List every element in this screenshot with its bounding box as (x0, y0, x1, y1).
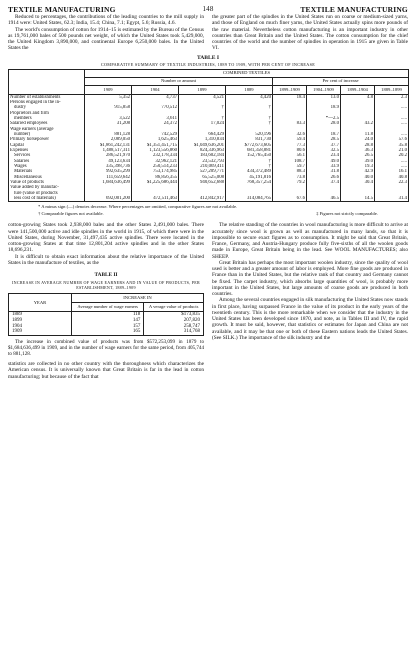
table-2-col-b: A verage value of products (144, 303, 204, 312)
value-cell: $1,861,242,131 (85, 143, 132, 148)
percent-cell: 39.0 (341, 159, 375, 164)
top-columns (8, 14, 408, 52)
percent-cell: 36.3 (341, 148, 375, 153)
percent-cell: 16.1 (375, 169, 409, 174)
paragraph: Among the several countries engaged in silk manufacturing the United States now stands in first place, having surpassed France in the value of its product in the early years of the twentieth century. This is the more remarkable when we consider that the industry in the United States has been developed since 1870, and note, as in Tables III and IV, the rapid growth. It must be said, however, that statistics or estimates for Japan and China are not available, and it may be that one or both of these Eastern nations leads the United States. (See SILK.) The importance of the silk industry and the (212, 297, 408, 341)
percent-cell: ..... (375, 132, 409, 137)
value-cell: 527,209,771 (179, 169, 226, 174)
value-cell: 111,659,642 (85, 175, 132, 180)
value-cell: † (226, 121, 273, 126)
table-1-corner (9, 69, 85, 94)
value-cell: 31,208 (85, 121, 132, 126)
value-cell: 286,521,970 (85, 153, 132, 158)
footnote: ‡ Figures not strictly comparable. (316, 211, 378, 217)
percent-cell: 26.6 (307, 175, 341, 180)
value-cell: 147 (72, 318, 144, 324)
table-1-sub-left: Number or amount (85, 77, 273, 85)
value-cell: 770,512 (132, 105, 179, 110)
value-cell: 681,358,881 (226, 148, 273, 153)
table-1-year-header: 1904 (132, 85, 179, 94)
row-label: number) (9, 132, 85, 137)
value-cell: 824,336,963 (179, 148, 226, 153)
value-cell: 940,652,688 (179, 180, 226, 185)
table-1-footnotes (8, 204, 408, 209)
percent-cell: 73.8 (273, 175, 307, 180)
table-1-period-header: 1889–1899 (375, 85, 409, 94)
paragraph: the greater part of the spindles in the United States run on coarse or medium-sized yarns, and those of England on much finer yarns, the United States actually spins more pounds of the raw material. Nevertheless cotton manufacturing is an important industry in other countries than Great Britain and the United States. The cotton consumption for the chief countries of the world and the number of spindles in operation in 1915 are given in Table VI. (212, 14, 408, 52)
percent-cell: 24.0 (341, 137, 375, 142)
value-cell: 232,178,334 (132, 153, 179, 158)
paragraph: The relative standing of the countries in wool manufacturing is more difficult to arrive at accurately since wool is grown as well as manufactured in many lands, so that it is impossible to secure exact figures as to consumption. It might be said that Great Britain, France, Germany, and Austria-Hungary produce fully five-sixths of all the woolen goods made in Europe, Great Britain being in the lead. See WOOL MANUFACTURES; also SHEEP. (212, 222, 408, 260)
running-header (8, 4, 408, 14)
value-cell: 258,747 (144, 324, 204, 330)
value-cell: 742,529 (132, 132, 179, 137)
row-label: Capital (9, 143, 85, 148)
percent-cell: 56.1 (273, 153, 307, 158)
table-2-subtitle: INCREASE IN AVERAGE NUMBER OF WAGE EARNERS AND IN VALUE OF PRODUCTS, PER ESTABLISHMENT, 1889–1909 (12, 280, 200, 291)
percent-cell: 35.8 (375, 143, 409, 148)
percent-cell: 28.8 (341, 143, 375, 148)
percent-cell: 32.6 (273, 132, 307, 137)
percent-cell: 23.4 (307, 153, 341, 158)
percent-cell: 37.4 (307, 180, 341, 185)
table-2-group-header: INCREASE IN (72, 294, 204, 303)
percent-cell: 22.3 (375, 180, 409, 185)
value-cell: 23,532,793 (179, 159, 226, 164)
percent-cell: 28.0 (307, 121, 341, 126)
value-cell: 118 (72, 311, 144, 317)
value-cell: † (226, 159, 273, 164)
row-label: Value of products (9, 180, 85, 185)
value-cell: 314,084,765 (226, 196, 273, 202)
value-cell: 831,730 (226, 137, 273, 142)
value-cell: 3,611 (132, 116, 179, 121)
table-1-subtitle: COMPARATIVE SUMMARY OF TEXTILE INDUSTRIES, 1889 TO 1909, WITH PER CENT OF INCREASE (100, 61, 316, 67)
percent-cell: 79.2 (273, 180, 307, 185)
table-2-year-header: YEAR (9, 294, 72, 312)
value-cell: 314,768 (144, 329, 204, 335)
percent-cell: 13.0 (307, 94, 341, 100)
table-row (9, 196, 409, 202)
table-1-period-header: 1904–1909 (307, 85, 341, 94)
percent-cell: 88.3 (273, 169, 307, 174)
percent-cell: 30.4 (341, 180, 375, 185)
row-label: Number of establishments (9, 94, 85, 100)
paragraph: statistics are collected in no other country with the thoroughness which characterizes the American census. It is universally known that Great Britain is far in the lead in cotton manufacturing; but because of the fact that (8, 361, 204, 380)
value-cell: 915,858 (85, 105, 132, 110)
percent-cell: ..... (375, 116, 409, 121)
row-label: ture (value of products (9, 191, 85, 196)
percent-cell: 33.9 (307, 164, 341, 169)
percent-cell: 4.8 (341, 94, 375, 100)
row-label: less cost of materials) (9, 196, 85, 202)
value-cell: $772,673,605 (226, 143, 273, 148)
value-cell: 1,488,517,311 (85, 148, 132, 153)
footnote: * A minus sign (—) denotes decrease. Where percentages are omitted, comparative figures are not available. (38, 204, 238, 210)
row-label: Primary horsepower (9, 137, 85, 142)
table-1-title: TABLE I (196, 54, 220, 61)
value-cell: 992,635,299 (85, 169, 132, 174)
percent-cell: 42.9 (341, 169, 375, 174)
paragraph: Reduced to percentages, the contributions of the leading countries to the mill supply in 1914 were: United States, 62.3; India, 15.4; China, 7.1; Egypt, 5.6; Russia, 4.6. (8, 14, 204, 27)
value-cell: † (226, 164, 273, 169)
year-cell: 1909 (9, 329, 72, 335)
table-2-col-a: Average number of wage earners (72, 303, 144, 312)
value-cell: 335,398,736 (85, 164, 132, 169)
page (8, 0, 408, 380)
value-cell: $173,835 (144, 311, 204, 317)
page-number: 148 (202, 5, 214, 13)
value-cell: $1,351,451,715 (132, 143, 179, 148)
percent-cell: 40.0 (341, 175, 375, 180)
percent-cell: 20.2 (375, 153, 409, 158)
header-left-title: TEXTILE MANUFACTURING (8, 4, 116, 14)
value-cell: 49,123,634 (85, 159, 132, 164)
percent-cell: 31.4 (375, 196, 409, 202)
paragraph: The increase in combined value of products was from $572,253,099 in 1879 to $1,684,636,499 in 1909, and in the number of wage earners for the same period, from 405,744 to 881,128. (8, 339, 204, 358)
row-label: members (9, 116, 85, 121)
percent-cell: 19.3 (341, 164, 375, 169)
percent-cell: 18.4 (273, 94, 307, 100)
value-cell: 881,128 (85, 132, 132, 137)
table-1-group-header: COMBINED TEXTILES (85, 69, 409, 77)
percent-cell: 77.3 (273, 143, 307, 148)
value-cell: 152,765,450 (226, 153, 273, 158)
value-cell: 17,024 (179, 121, 226, 126)
value-cell: 2,089,050 (85, 137, 132, 142)
percent-cell: 37.7 (307, 143, 341, 148)
table-1-period-header: 1899–1904 (341, 85, 375, 94)
percent-cell: 80.6 (273, 148, 307, 153)
value-cell: 4,420 (226, 94, 273, 100)
row-label: Value added by manufac- (9, 185, 85, 190)
value-cell: 5,352 (85, 94, 132, 100)
table-1-sub-right: Per cent of increase (273, 77, 409, 85)
percent-cell: 31.8 (307, 169, 341, 174)
percent-cell: ..... (375, 121, 409, 126)
value-cell: 45,191,816 (226, 175, 273, 180)
footnote: † Comparable figures not available. (38, 211, 104, 217)
percent-cell: 18.7 (307, 132, 341, 137)
percent-cell: 14.5 (341, 196, 375, 202)
percent-cell: 21.0 (375, 148, 409, 153)
value-cell: 157 (72, 324, 144, 330)
bottom-right-column (212, 222, 408, 380)
percent-cell: ..... (375, 164, 409, 169)
value-cell: 165 (72, 329, 144, 335)
row-label: Persons engaged in the in- (9, 100, 85, 105)
value-cell: † (179, 105, 226, 110)
percent-cell: 46.5 (307, 196, 341, 202)
value-cell: 4,737 (132, 94, 179, 100)
percent-cell: *—2.5 (307, 116, 341, 121)
year-cell: 1899 (9, 318, 72, 324)
table-2 (8, 293, 204, 336)
paragraph: Great Britain has perhaps the most important woolen industry, since the quality of wool used is better and a greater amount of labor is employed. More fine goods are produced in France than in the United States, but the relative rank of that country and Germany cannot be fixed. The carpet industry, which absorbs large quantities of wool, is probably more important in the United States, but large amounts of coarse goods are produced in both countries. (212, 259, 408, 298)
year-cell: 1904 (9, 324, 72, 330)
bottom-columns (8, 222, 408, 380)
value-cell: † (226, 116, 273, 121)
value-cell: 768,357,254 (226, 180, 273, 185)
value-cell: 664,429 (179, 132, 226, 137)
value-cell: 412,842,917 (179, 196, 226, 202)
top-left-column (8, 14, 204, 52)
bottom-left-column (8, 222, 204, 380)
table-1-year-header: 1909 (85, 85, 132, 94)
percent-cell: 43.2 (341, 121, 375, 126)
table-1-footnotes-2 (8, 211, 408, 216)
percent-cell: ..... (375, 105, 409, 110)
row-label: Proprietors and firm (9, 111, 85, 116)
value-cell: 1,625,463 (132, 137, 179, 142)
table-row (9, 329, 204, 335)
value-cell: $1,049,636,201 (179, 143, 226, 148)
row-label: Salaried employees (9, 121, 85, 126)
percent-cell: 26.5 (341, 153, 375, 158)
percent-cell: 40.8 (375, 175, 409, 180)
paragraph: It is difficult to obtain exact information about the relative importance of the United States in the manufacture of textiles, as the (8, 253, 204, 266)
value-cell: 65,525,008 (179, 175, 226, 180)
value-cell: 210,069,411 (179, 164, 226, 169)
percent-cell: 67.6 (273, 196, 307, 202)
value-cell: 4,521 (179, 94, 226, 100)
value-cell: 3,522 (85, 116, 132, 121)
paragraph: The world's consumption of cotton for 1914–15 is estimated by the Bureau of the Census as 19,761,000 bales of 500 pounds net weight, of which the United States took 5,429,000, the United Kingdom 3,890,000, and continental Europe 6,250,000 bales. In the United States the (8, 26, 204, 52)
value-cell: 1,123,556,860 (132, 148, 179, 153)
value-cell: 86,856,355 (132, 175, 179, 180)
value-cell: 183,602,184 (179, 153, 226, 158)
value-cell: 1,310,834 (179, 137, 226, 142)
percent-cell: 2.3 (375, 94, 409, 100)
value-cell: 692,001,200 (85, 196, 132, 202)
percent-cell: 83.3 (273, 121, 307, 126)
row-label: Materials (9, 169, 85, 174)
percent-cell: 108.7 (273, 159, 307, 164)
percent-cell: 32.5 (307, 148, 341, 153)
table-2-title: TABLE II (94, 272, 118, 279)
value-cell: 24,372 (132, 121, 179, 126)
row-label: Expenses (9, 148, 85, 153)
percent-cell: 49.0 (307, 159, 341, 164)
percent-cell: 11.8 (341, 132, 375, 137)
percent-cell: 59.4 (273, 137, 307, 142)
row-label: Salaries (9, 159, 85, 164)
percent-cell: ..... (375, 159, 409, 164)
value-cell: $1,225,686,444 (132, 180, 179, 185)
table-1 (8, 69, 409, 203)
percent-cell: 28.5 (307, 137, 341, 142)
row-label: dustry (9, 105, 85, 110)
percent-cell: 18.9 (307, 105, 341, 110)
row-label: Miscellaneous (9, 175, 85, 180)
value-cell: 434,372,489 (226, 169, 273, 174)
value-cell: 250,514,233 (132, 164, 179, 169)
percent-cell: 57.6 (375, 137, 409, 142)
value-cell: 520,196 (226, 132, 273, 137)
value-cell: † (179, 116, 226, 121)
row-label: Wages (9, 164, 85, 169)
value-cell: 753,174,985 (132, 169, 179, 174)
table-1-period-header: 1899–1909 (273, 85, 307, 94)
paragraph: cotton-growing States took 2,938,000 bales and the other States 2,491,000 bales. There were 141,500,000 active and idle spindles in the world in 1915, of which there were in the United States, during November, 31,497,435 active spindles. There were located in the cotton-growing States at that time 12,801,204 active spindles and in the other States 18,696,231. (8, 222, 204, 254)
top-right-column (212, 14, 408, 52)
percent-cell: 59.7 (273, 164, 307, 169)
value-cell: † (226, 105, 273, 110)
row-label: Wage earners (average (9, 127, 85, 132)
table-1-year-header: 1899 (179, 85, 226, 94)
row-label: Services (9, 153, 85, 158)
header-right-title: TEXTILE MANUFACTURING (300, 4, 408, 14)
value-cell: 1,684,636,499 (85, 180, 132, 185)
year-cell: 1889 (9, 311, 72, 317)
table-1-year-header: 1889 (226, 85, 273, 94)
value-cell: 207,820 (144, 318, 204, 324)
value-cell: 32,962,121 (132, 159, 179, 164)
value-cell: 472,511,463 (132, 196, 179, 202)
